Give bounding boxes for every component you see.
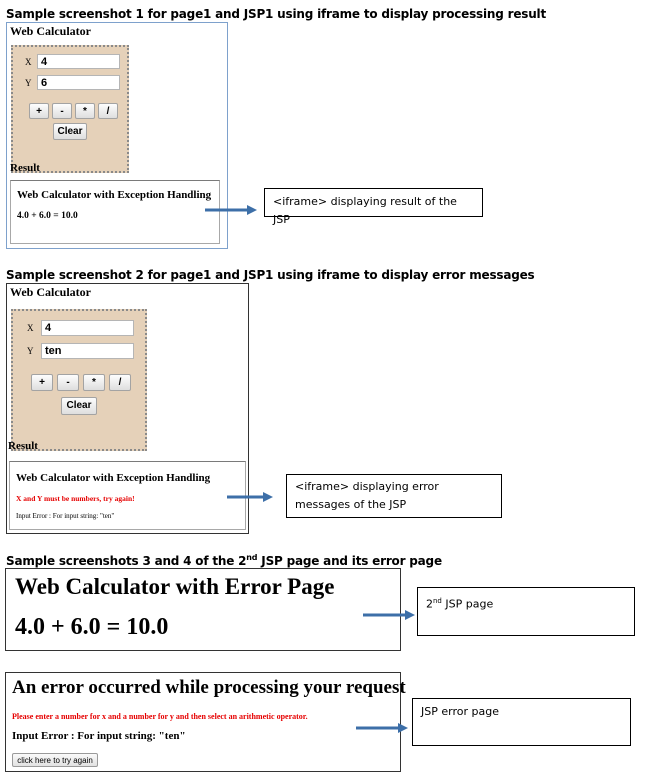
arrow-2	[227, 490, 273, 504]
callout-iframe-error: <iframe> displaying error messages of the JSP	[286, 474, 502, 518]
result-iframe	[10, 180, 220, 244]
screenshot-4-window	[5, 672, 406, 772]
multiply-button[interactable]: *	[83, 374, 105, 391]
add-button[interactable]: +	[29, 103, 49, 119]
try-again-button[interactable]: click here to try again	[12, 753, 98, 767]
input-error: Input Error : For input string: "ten"	[12, 730, 186, 742]
iframe-result: 4.0 + 6.0 = 10.0	[17, 211, 78, 221]
clear-button[interactable]: Clear	[53, 123, 87, 140]
result-iframe	[9, 461, 246, 530]
callout-sup: nd	[433, 597, 442, 605]
divide-button[interactable]: /	[109, 374, 131, 391]
section-heading-2: Sample screenshot 2 for page1 and JSP1 using iframe to display error messages	[6, 268, 535, 282]
x-label: X	[25, 57, 32, 67]
subtract-button[interactable]: -	[52, 103, 72, 119]
y-input[interactable]: 6	[37, 75, 120, 90]
divide-button[interactable]: /	[98, 103, 118, 119]
x-input[interactable]: 4	[37, 54, 120, 69]
arrow-1	[205, 203, 257, 217]
iframe-input-error: Input Error : For input string: "ten"	[16, 512, 115, 520]
iframe-title: Web Calculator with Exception Handling	[16, 472, 211, 484]
add-button[interactable]: +	[31, 374, 53, 391]
multiply-button[interactable]: *	[75, 103, 95, 119]
result-label: Result	[8, 440, 38, 452]
y-input[interactable]: ten	[41, 343, 134, 359]
app-title: Web Calculator	[10, 285, 91, 299]
callout-iframe-result: <iframe> displaying result of the JSP	[264, 188, 483, 217]
arrow-3	[363, 608, 415, 622]
app-title: Web Calculator	[10, 24, 91, 38]
calculator-panel	[11, 309, 147, 451]
page-title: Web Calculator with Error Page	[15, 574, 335, 599]
callout-text-end: JSP page	[441, 597, 494, 611]
error-title: An error occurred while processing your request	[12, 677, 406, 698]
callout-text: 2	[426, 597, 433, 611]
iframe-title: Web Calculator with Exception Handling	[17, 189, 212, 201]
x-input[interactable]: 4	[41, 320, 134, 336]
screenshot-1-window	[6, 22, 228, 249]
callout-jsp-error: JSP error page	[412, 698, 631, 746]
y-label: Y	[27, 346, 34, 356]
subtract-button[interactable]: -	[57, 374, 79, 391]
arrow-4	[356, 721, 408, 735]
heading-3-text: Sample screenshots 3 and 4 of the 2	[6, 554, 247, 568]
screenshot-3-window	[5, 568, 401, 651]
screenshot-2-window	[6, 283, 249, 534]
y-label: Y	[25, 78, 32, 88]
calculator-panel	[11, 45, 129, 173]
x-label: X	[27, 323, 34, 333]
section-heading-1: Sample screenshot 1 for page1 and JSP1 using iframe to display processing result	[6, 7, 546, 21]
clear-button[interactable]: Clear	[61, 397, 97, 415]
callout-second-jsp	[417, 587, 635, 636]
heading-3-sup: nd	[246, 553, 258, 562]
iframe-error-message: X and Y must be numbers, try again!	[16, 494, 135, 503]
section-heading-3	[6, 553, 442, 568]
heading-3-text-end: JSP page and its error page	[257, 554, 442, 568]
result-label: Result	[10, 162, 40, 174]
calc-result: 4.0 + 6.0 = 10.0	[15, 614, 169, 640]
error-message: Please enter a number for x and a number for y and then select an arithmetic operator.	[12, 712, 308, 721]
